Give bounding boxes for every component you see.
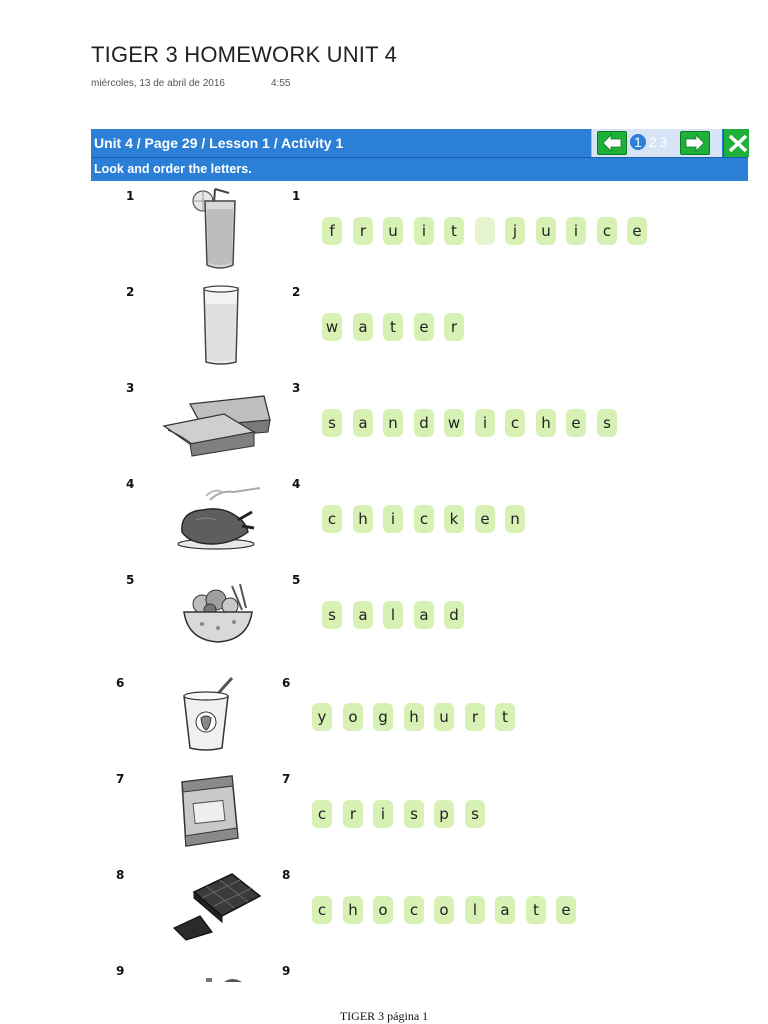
salad-bowl-icon — [182, 580, 254, 644]
item-number-right: 9 — [282, 964, 291, 978]
letter-tile[interactable]: i — [566, 217, 586, 245]
letter-tile[interactable]: a — [353, 313, 373, 341]
close-icon — [724, 129, 749, 157]
page-date: miércoles, 13 de abril de 2016 — [91, 78, 225, 89]
letter-tile[interactable]: k — [444, 505, 464, 533]
crisps-bag-icon — [176, 774, 242, 848]
page-time: 4:55 — [271, 78, 291, 89]
activity-header: Unit 4 / Page 29 / Lesson 1 / Activity 1 — [94, 135, 344, 151]
letter-tile[interactable]: l — [465, 896, 485, 924]
partial-picture-icon — [206, 974, 246, 982]
letter-tile[interactable]: n — [505, 505, 525, 533]
letter-tile[interactable]: o — [343, 703, 363, 731]
letter-tile[interactable]: g — [373, 703, 393, 731]
item-number-right: 7 — [282, 772, 291, 786]
letter-tile[interactable]: c — [404, 896, 424, 924]
letter-tile[interactable]: c — [322, 505, 342, 533]
letter-tile[interactable]: r — [465, 703, 485, 731]
letter-tile[interactable]: d — [414, 409, 434, 437]
letter-tile[interactable]: s — [597, 409, 617, 437]
letter-tile[interactable]: i — [414, 217, 434, 245]
letter-tile[interactable]: d — [444, 601, 464, 629]
letter-tile[interactable]: u — [434, 703, 454, 731]
letter-tile[interactable]: a — [353, 601, 373, 629]
letter-tile[interactable]: s — [322, 601, 342, 629]
item-number-left: 4 — [126, 477, 135, 491]
letter-tile[interactable]: f — [322, 217, 342, 245]
letter-tile[interactable]: h — [343, 896, 363, 924]
letter-tile[interactable]: w — [322, 313, 342, 341]
item-number-right: 6 — [282, 676, 291, 690]
letter-tile[interactable]: u — [536, 217, 556, 245]
item-number-left: 5 — [126, 573, 135, 587]
item-number-left: 2 — [126, 285, 135, 299]
item-number-left: 8 — [116, 868, 125, 882]
letter-tile[interactable]: t — [383, 313, 403, 341]
item-number-right: 8 — [282, 868, 291, 882]
letter-tile[interactable]: r — [444, 313, 464, 341]
page-navigator — [591, 129, 722, 157]
next-page-button[interactable] — [680, 131, 710, 155]
item-number-left: 9 — [116, 964, 125, 978]
letter-tile[interactable]: n — [383, 409, 403, 437]
letter-tile[interactable]: w — [444, 409, 464, 437]
letter-tile[interactable]: r — [353, 217, 373, 245]
activity-instruction: Look and order the letters. — [94, 162, 252, 176]
letter-tile[interactable]: s — [465, 800, 485, 828]
arrow-right-icon — [685, 134, 705, 152]
letter-tile[interactable]: t — [444, 217, 464, 245]
letter-tile[interactable]: u — [383, 217, 403, 245]
letter-tile[interactable]: h — [536, 409, 556, 437]
page-number-1[interactable]: 1 — [630, 134, 646, 150]
chocolate-bar-icon — [170, 872, 262, 942]
letter-tile[interactable]: r — [343, 800, 363, 828]
item-number-right: 3 — [292, 381, 301, 395]
letter-tile[interactable]: t — [526, 896, 546, 924]
item-number-left: 7 — [116, 772, 125, 786]
letter-tile[interactable]: c — [312, 896, 332, 924]
letter-tile[interactable]: y — [312, 703, 332, 731]
letter-tile[interactable]: e — [414, 313, 434, 341]
letter-tile[interactable]: c — [597, 217, 617, 245]
item-number-right: 5 — [292, 573, 301, 587]
letter-tile[interactable]: i — [373, 800, 393, 828]
item-number-left: 3 — [126, 381, 135, 395]
letter-tile[interactable]: e — [627, 217, 647, 245]
page-numbers — [630, 132, 670, 154]
arrow-left-icon — [602, 134, 622, 152]
letter-tile[interactable]: l — [383, 601, 403, 629]
page-number-2[interactable]: 2 — [648, 134, 657, 150]
letter-tile[interactable]: s — [404, 800, 424, 828]
letter-tile[interactable]: o — [373, 896, 393, 924]
letter-tile[interactable]: c — [312, 800, 332, 828]
letter-tile[interactable]: h — [404, 703, 424, 731]
sandwiches-icon — [162, 392, 274, 458]
letter-tile[interactable]: c — [505, 409, 525, 437]
letter-tile[interactable]: p — [434, 800, 454, 828]
yoghurt-pot-icon — [180, 676, 236, 752]
page-title: TIGER 3 HOMEWORK UNIT 4 — [91, 42, 398, 67]
letter-tile[interactable]: a — [495, 896, 515, 924]
item-number-right: 4 — [292, 477, 301, 491]
letter-tile[interactable]: e — [475, 505, 495, 533]
fruit-juice-glass-icon — [185, 187, 245, 271]
item-number-right: 2 — [292, 285, 301, 299]
letter-tile[interactable]: t — [495, 703, 515, 731]
letter-tile[interactable]: h — [353, 505, 373, 533]
letter-tile[interactable]: s — [322, 409, 342, 437]
letter-tile[interactable]: a — [353, 409, 373, 437]
item-number-right: 1 — [292, 189, 301, 203]
letter-tile-space[interactable] — [475, 217, 495, 245]
activity-banner — [91, 129, 748, 181]
close-activity-button[interactable] — [723, 129, 749, 157]
page-footer: TIGER 3 página 1 — [339, 1009, 429, 1023]
letter-tile[interactable]: i — [475, 409, 495, 437]
letter-tile[interactable]: e — [566, 409, 586, 437]
item-number-left: 1 — [126, 189, 135, 203]
item-number-left: 6 — [116, 676, 125, 690]
letter-tile[interactable]: j — [505, 217, 525, 245]
letter-tile[interactable]: c — [414, 505, 434, 533]
page-number-3[interactable]: 3 — [659, 134, 668, 150]
letter-tile[interactable]: e — [556, 896, 576, 924]
letter-tile[interactable]: i — [383, 505, 403, 533]
water-glass-icon — [200, 284, 242, 366]
letter-tile[interactable]: a — [414, 601, 434, 629]
letter-tile[interactable]: o — [434, 896, 454, 924]
roast-chicken-icon — [176, 482, 262, 552]
previous-page-button[interactable] — [597, 131, 627, 155]
